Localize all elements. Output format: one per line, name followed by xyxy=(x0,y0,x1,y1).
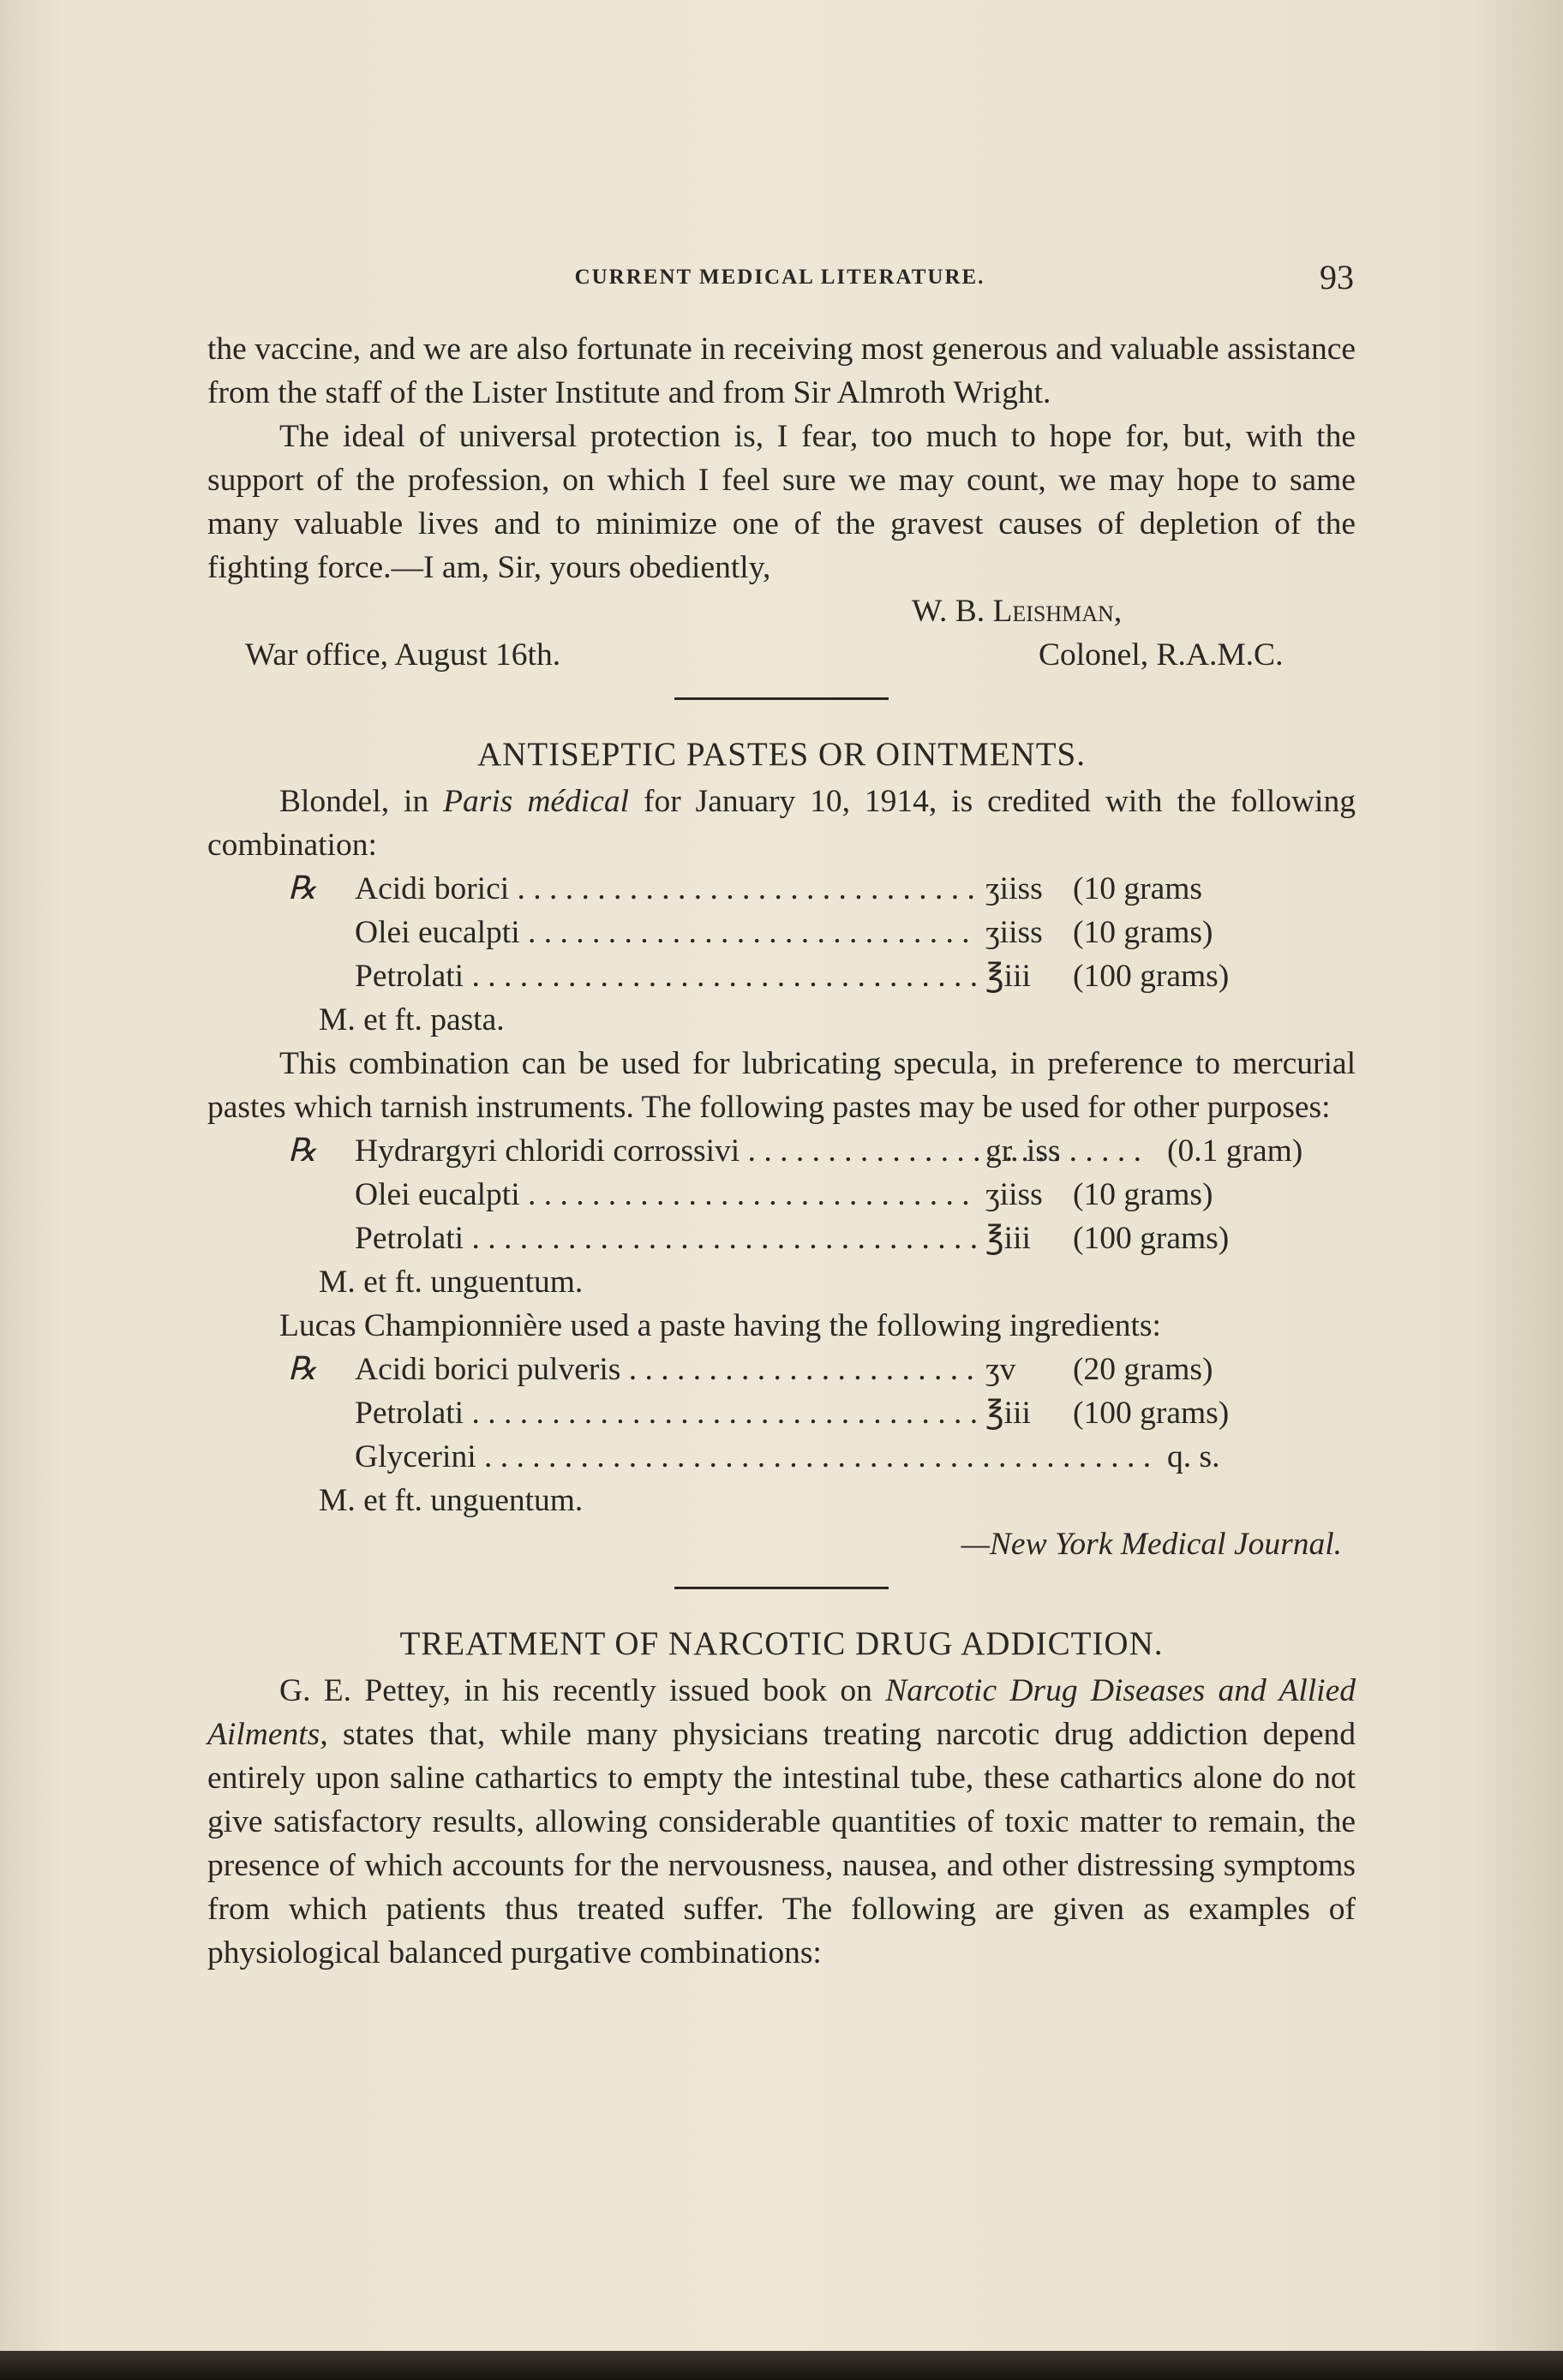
prescription-line xyxy=(207,1129,1356,1173)
rx-amount: ʒiiss xyxy=(985,1177,1043,1212)
rx-symbol: ℞ xyxy=(288,1352,317,1387)
rx-ingredient: Petrolati . . . xyxy=(355,1217,979,1260)
prescription-line xyxy=(207,867,1356,911)
letter-paragraph-1: the vaccine, and we are also fortunate in receiving most generous and valuable assistance from the staff of the Lister Institute and from Sir Almroth Wright. xyxy=(207,332,1356,410)
rx-metric: (100 grams) xyxy=(1073,1396,1230,1431)
signature-name: W. B. Leishman, xyxy=(912,594,1123,629)
rx-metric: (100 grams) xyxy=(1073,1221,1230,1256)
rx-ingredient: Hydrargyri chloridi corrossivi . . . xyxy=(355,1129,1150,1173)
rx-metric: (0.1 gram) xyxy=(1167,1133,1303,1169)
prescription-line xyxy=(207,954,1356,998)
prescription-line xyxy=(207,911,1356,954)
rx-directions: M. et ft. unguentum. xyxy=(319,1483,584,1518)
book-title: Narcotic Drug Diseases and Allied Ailments, xyxy=(207,1673,1356,1752)
rx-metric: (20 grams) xyxy=(1073,1352,1213,1387)
prescription-line xyxy=(207,1217,1356,1260)
rx-metric: (10 grams) xyxy=(1073,915,1213,950)
page-number: 93 xyxy=(1320,258,1354,296)
rx-directions: M. et ft. pasta. xyxy=(319,1002,505,1038)
section-divider xyxy=(674,1587,889,1589)
rx-symbol: ℞ xyxy=(288,871,317,906)
page-content xyxy=(207,327,1356,1975)
rx-ingredient: Acidi borici . . . xyxy=(355,867,979,911)
rx-amount: ℥iii xyxy=(985,1221,1031,1256)
antiseptic-paragraph-3: Lucas Championnière used a paste having the following ingredients: xyxy=(279,1308,1161,1343)
section-heading-narcotic: TREATMENT OF NARCOTIC DRUG ADDICTION. xyxy=(399,1625,1164,1662)
section-divider xyxy=(674,697,889,700)
intro-after: for January 10, 1914, is credited with the following combination: xyxy=(207,784,1356,863)
narcotic-after: states that, while many physicians treating narcotic drug addiction depend entirely upon saline cathartics to empty the intestinal tube, these cathartics alone do not give satisfactory results, allowing considerable quantities of toxic matter to remain, the presence of which accounts for the nervousness, nausea, and other distressing symptoms from which patients thus treated suffer. The following are given as examples of physiological balanced purgative combinations: xyxy=(207,1717,1356,1970)
rx-metric: (10 grams) xyxy=(1073,1177,1213,1212)
rx-ingredient: Olei eucalpti . . . xyxy=(355,1173,979,1217)
prescription-line xyxy=(207,1348,1356,1391)
running-title: CURRENT MEDICAL LITERATURE. xyxy=(574,266,985,289)
narcotic-paragraph xyxy=(207,1669,1356,1975)
prescription-line xyxy=(207,1435,1356,1479)
rx-amount: ʒiiss xyxy=(985,915,1043,950)
antiseptic-paragraph-2: This combination can be used for lubricating specula, in preference to mercurial pastes which tarnish instruments. The following pastes may be used for other purposes: xyxy=(207,1046,1356,1125)
rx-metric: q. s. xyxy=(1167,1439,1220,1474)
rx-amount: ℥iii xyxy=(985,1396,1031,1431)
intro-source: Paris médical xyxy=(443,784,630,819)
rx-amount: ʒv xyxy=(985,1352,1016,1387)
rx-symbol: ℞ xyxy=(288,1133,317,1169)
narcotic-before: G. E. Pettey, in his recently issued book on xyxy=(279,1673,886,1708)
section-heading-antiseptic: ANTISEPTIC PASTES OR OINTMENTS. xyxy=(477,736,1086,773)
rx-ingredient: Petrolati . . . xyxy=(355,954,979,998)
rx-ingredient: Acidi borici pulveris . . . xyxy=(355,1348,979,1391)
antiseptic-intro xyxy=(207,780,1356,867)
rx-amount: ʒiiss xyxy=(985,871,1043,906)
rx-ingredient: Petrolati . . . xyxy=(355,1391,979,1435)
signature-place-date: War office, August 16th. xyxy=(245,637,561,673)
rx-amount: gr. iss xyxy=(985,1133,1061,1169)
prescription-line xyxy=(207,1391,1356,1435)
rx-amount: ℥iii xyxy=(985,959,1031,994)
prescription-line xyxy=(207,1173,1356,1217)
rx-ingredient: Olei eucalpti . . . xyxy=(355,911,979,954)
letter-paragraph-2: The ideal of universal protection is, I fear, too much to hope for, but, with the support of the profession, on which I feel sure we may count, we may hope to same many valuable lives and to minimize one of the gravest causes of depletion of the fighting force.—I am, Sir, yours obediently, xyxy=(207,419,1356,585)
signature-rank: Colonel, R.A.M.C. xyxy=(1039,637,1284,673)
rx-metric: (10 grams xyxy=(1073,871,1203,906)
rx-ingredient: Glycerini . . . xyxy=(355,1435,1150,1479)
running-header xyxy=(206,257,1354,308)
rx-metric: (100 grams) xyxy=(1073,959,1230,994)
letter-signature xyxy=(207,589,1356,677)
intro-before: Blondel, in xyxy=(279,784,444,819)
source-citation: —New York Medical Journal. xyxy=(961,1527,1342,1562)
rx-directions: M. et ft. unguentum. xyxy=(319,1265,584,1300)
